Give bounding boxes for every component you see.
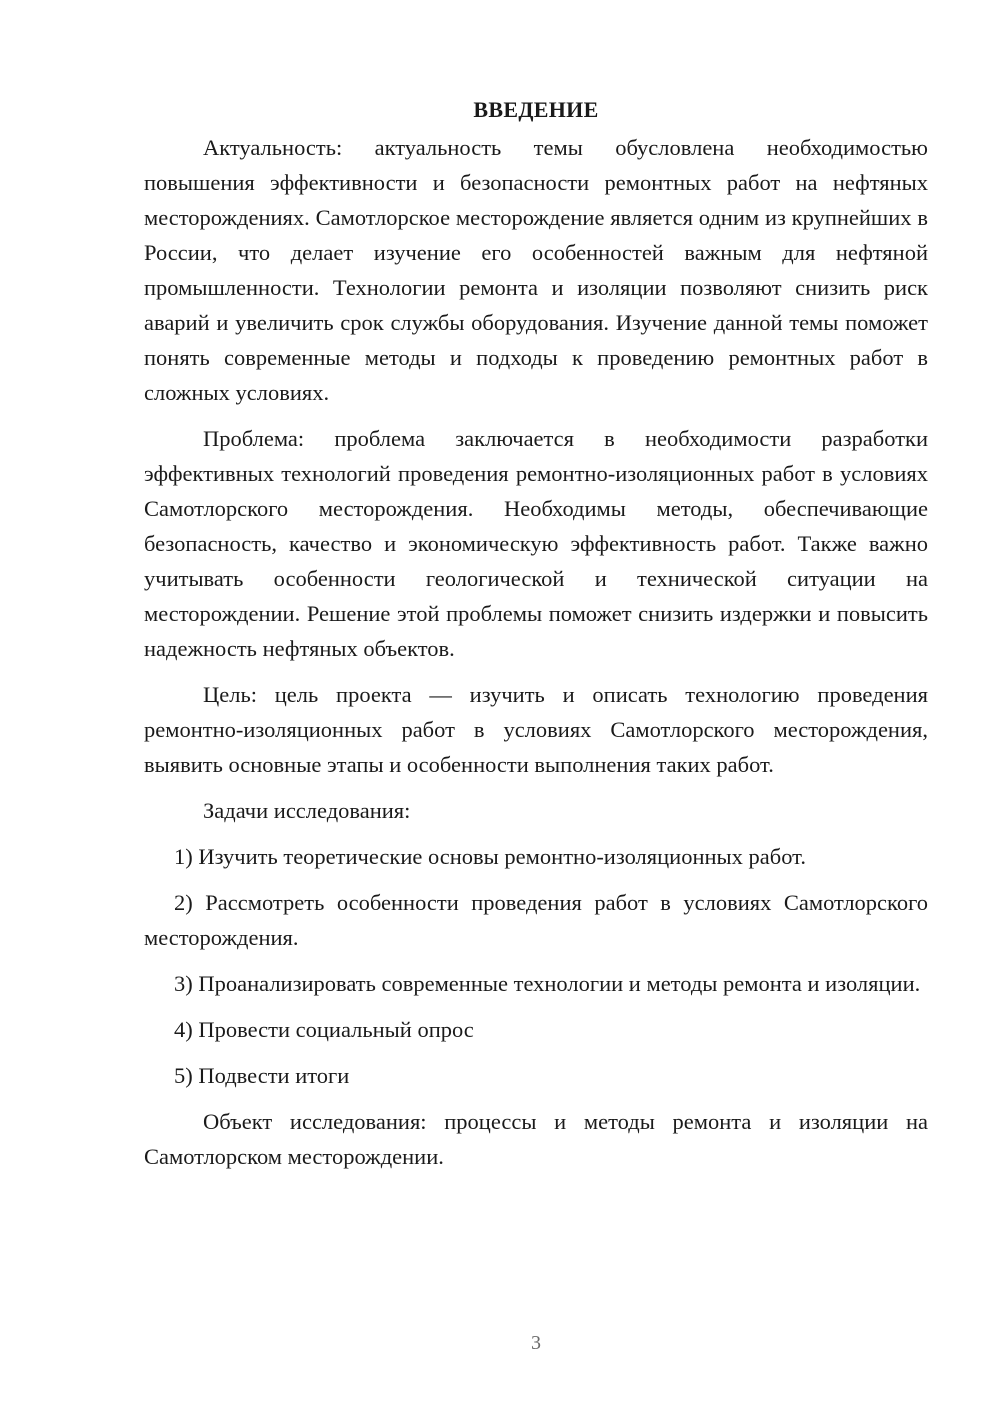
task-item-5: 5) Подвести итоги	[174, 1063, 350, 1088]
tasks-heading: Задачи исследования:	[203, 798, 411, 823]
goal-paragraph: Цель: цель проекта — изучить и описать технологию проведения ремонтно-изоляционных работ в условиях Самотлорского месторождения, выявить основные этапы и особенности выполнения таких работ.	[144, 682, 928, 777]
object-paragraph: Объект исследования: процессы и методы ремонта и изоляции на Самотлорском месторождении.	[144, 1109, 928, 1169]
task-item-1: 1) Изучить теоретические основы ремонтно-изоляционных работ.	[174, 844, 806, 869]
page-content	[144, 90, 928, 1185]
task-item-3: 3) Проанализировать современные технологии и методы ремонта и изоляции.	[174, 971, 921, 996]
problem-paragraph: Проблема: проблема заключается в необходимости разработки эффективных технологий проведения ремонтно-изоляционных работ в условиях Самотлорского месторождения. Необходимы методы, обеспечивающие безопасность, качество и экономическую эффективность работ. Также важно учитывать особенности геологической и технической ситуации на месторождении. Решение этой проблемы поможет снизить издержки и повысить надежность нефтяных объектов.	[144, 426, 928, 661]
relevance-paragraph: Актуальность: актуальность темы обусловлена необходимостью повышения эффективности и безопасности ремонтных работ на нефтяных месторождениях. Самотлорское месторождение является одним из крупнейших в России, что делает изучение его особенностей важным для нефтяной промышленности. Технологии ремонта и изоляции позволяют снизить риск аварий и увеличить срок службы оборудования. Изучение данной темы поможет понять современные методы и подходы к проведению ремонтных работ в сложных условиях.	[144, 135, 928, 405]
page-number: 3	[531, 1332, 541, 1354]
section-heading: ВВЕДЕНИЕ	[473, 97, 599, 122]
task-item-2: 2) Рассмотреть особенности проведения работ в условиях Самотлорского месторождения.	[144, 890, 928, 950]
task-item-4: 4) Провести социальный опрос	[174, 1017, 474, 1042]
